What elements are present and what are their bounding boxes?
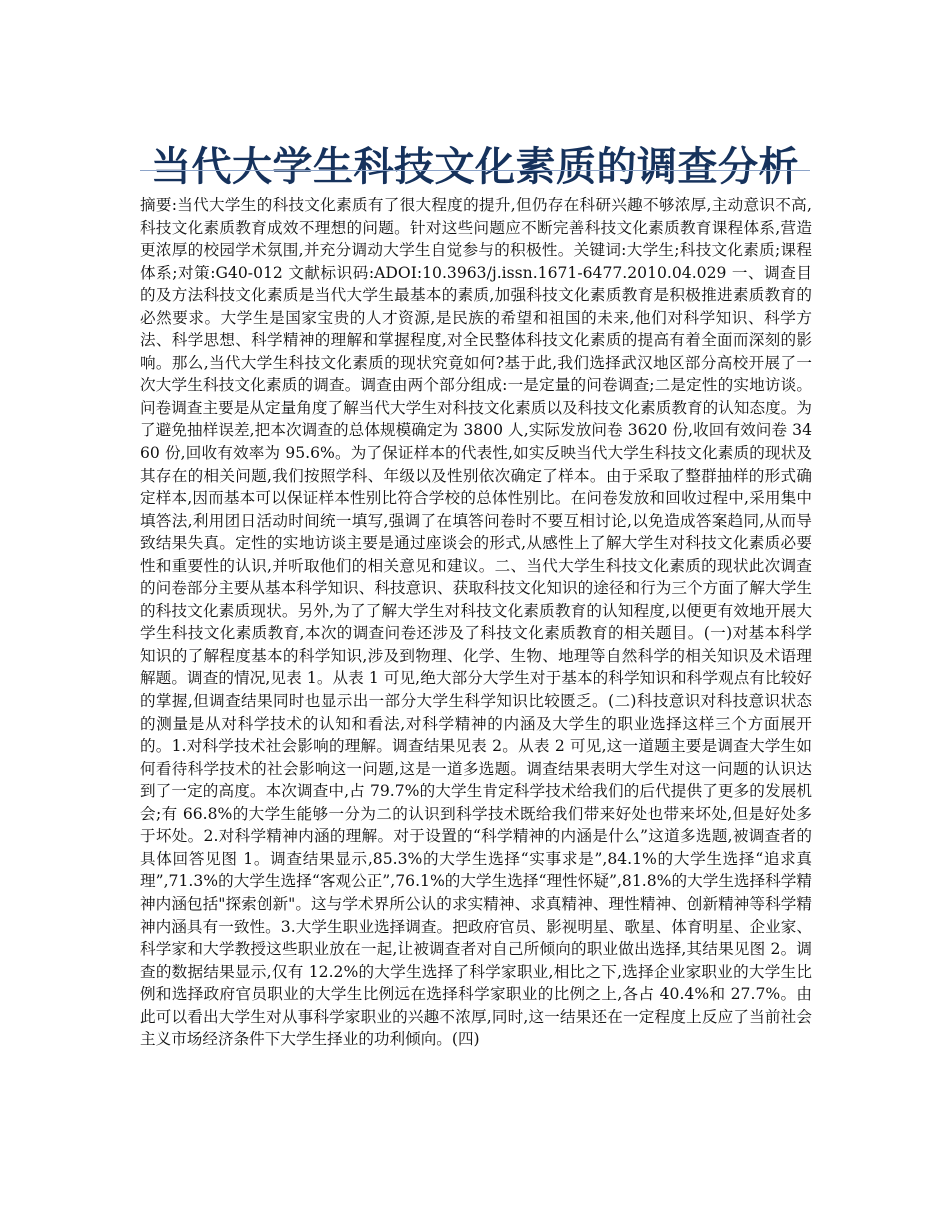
title-divider [140,170,810,171]
document-body: 摘要:当代大学生的科技文化素质有了很大程度的提升,但仍存在科研兴趣不够浓厚,主动意识不高,科技文化素质教育成效不理想的问题。针对这些问题应不断完善科技文化素质教育课程体系,营造更浓厚的校园学术氛围,并充分调动大学生自觉参与的积极性。关键词:大学生;科技文化素质;课程体系;对策:G40-012 文献标识码:ADOI:10.3963/j.issn.1671-6477.2010.04.029 一、调查目的及方法科技文化素质是当代大学生最基本的素质,加强科技文化素质教育是积极推进素质教育的必然要求。大学生是国家宝贵的人才资源,是民族的希望和祖国的未来,他们对科学知识、科学方法、科学思想、科学精神的理解和掌握程度,对全民整体科技文化素质的提高有着全面而深刻的影响。那么,当代大学生科技文化素质的现状究竟如何?基于此,我们选择武汉地区部分高校开展了一次大学生科技文化素质的调查。调查由两个部分组成:一是定量的问卷调查;二是定性的实地访谈。问卷调查主要是从定量角度了解当代大学生对科技文化素质以及科技文化素质教育的认知态度。为了避免抽样误差,把本次调查的总体规模确定为 3800 人,实际发放问卷 3620 份,收回有效问卷 3460 份,回收有效率为 95.6%。为了保证样本的代表性,如实反映当代大学生科技文化素质的现状及其存在的相关问题,我们按照学科、年级以及性别依次确定了样本。由于采取了整群抽样的形式确定样本,因而基本可以保证样本性别比符合学校的总体性别比。在问卷发放和回收过程中,采用集中填答法,利用团日活动时间统一填写,强调了在填答问卷时不要互相讨论,以免造成答案趋同,从而导致结果失真。定性的实地访谈主要是通过座谈会的形式,从感性上了解大学生对科技文化素质必要性和重要性的认识,并听取他们的相关意见和建议。二、当代大学生科技文化素质的现状此次调查的问卷部分主要从基本科学知识、科技意识、获取科技文化知识的途径和行为三个方面了解大学生的科技文化素质现状。另外,为了了解大学生对科技文化素质教育的认知程度,以便更有效地开展大学生科技文化素质教育,本次的调查问卷还涉及了科技文化素质教育的相关题目。(一)对基本科学知识的了解程度基本的科学知识,涉及到物理、化学、生物、地理等自然科学的相关知识及术语理解题。调查的情况,见表 1。从表 1 可见,绝大部分大学生对于基本的科学知识和科学观点有比较好的掌握,但调查结果同时也显示出一部分大学生科学知识比较匮乏。(二)科技意识对科技意识状态的测量是从对科学技术的认知和看法,对科学精神的内涵及大学生的职业选择这样三个方面展开的。1.对科学技术社会影响的理解。调查结果见表 2。从表 2 可见,这一道题主要是调查大学生如何看待科学技术的社会影响这一问题,这是一道多选题。调查结果表明大学生对这一问题的认识达到了一定的高度。本次调查中,占 79.7%的大学生肯定科学技术给我们的后代提供了更多的发展机会;有 66.8%的大学生能够一分为二的认识到科学技术既给我们带来好处也带来坏处,但是好处多于坏处。2.对科学精神内涵的理解。对于设置的“科学精神的内涵是什么”这道多选题,被调查者的具体回答见图 1。调查结果显示,85.3%的大学生选择“实事求是”,84.1%的大学生选择“追求真理”,71.3%的大学生选择“客观公正”,76.1%的大学生选择“理性怀疑”,81.8%的大学生选择科学精神内涵包括"探索创新"。这与学术界所公认的求实精神、求真精神、理性精神、创新精神等科学精神内涵具有一致性。3.大学生职业选择调查。把政府官员、影视明星、歌星、体育明星、企业家、科学家和大学教授这些职业放在一起,让被调查者对自己所倾向的职业做出选择,其结果见图 2。调查的数据结果显示,仅有 12.2%的大学生选择了科学家职业,相比之下,选择企业家职业的大学生比例和选择政府官员职业的大学生比例远在选择科学家职业的比例之上,各占 40.4%和 27.7%。由此可以看出大学生对从事科学家职业的兴趣不浓厚,同时,这一结果还在一定程度上反应了当前社会主义市场经济条件下大学生择业的功利倾向。(四) [140,196,812,1049]
document-title: 当代大学生科技文化素质的调查分析 [151,143,799,190]
